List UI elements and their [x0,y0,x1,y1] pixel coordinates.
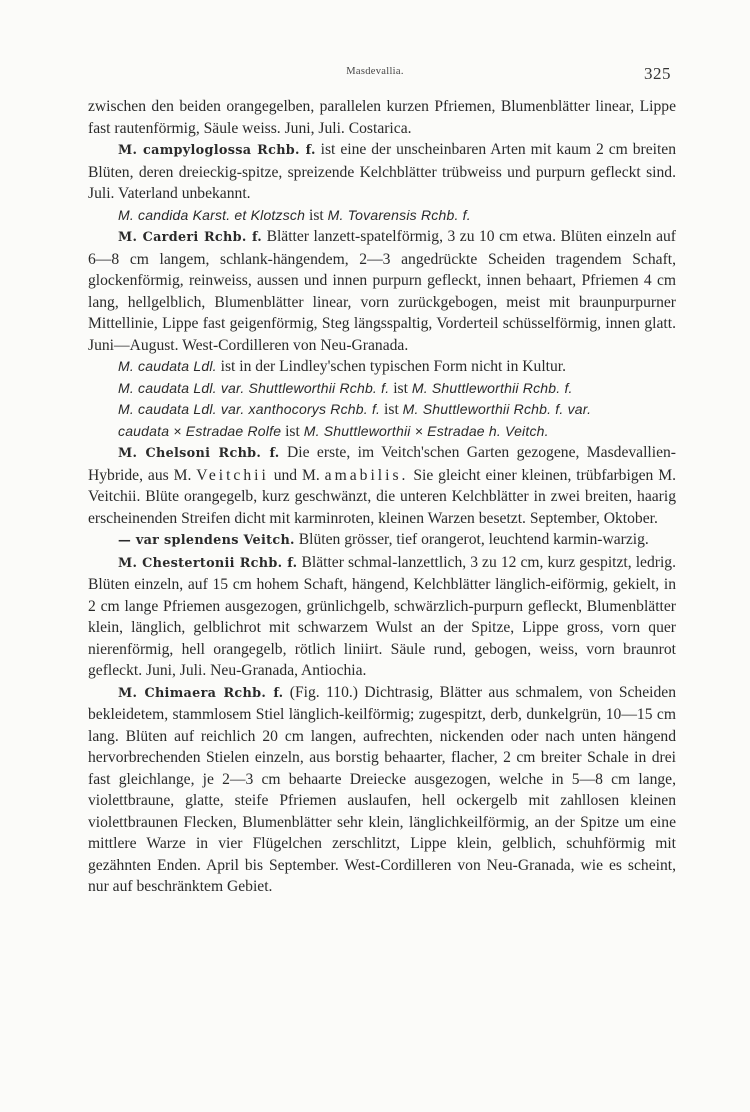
entry-text: Blüten grösser, tief orangerot, leuchtend karmin-warzig. [294,531,649,548]
parent-name: Veitchii [196,466,269,484]
entry-chelsoni-splendens [88,529,676,552]
variety-name: — var splendens Veitch. [118,533,295,548]
running-title: Masdevallia. [346,66,404,77]
synonym-candida [88,205,676,227]
synonym-caudata [88,356,676,378]
synonym-link: ist [389,379,412,397]
synonym-caudata-shuttleworthii [88,378,676,400]
accepted-name: M. Tovarensis Rchb. f. [327,206,471,223]
species-name: M. Chestertonii Rchb. f. [118,555,298,571]
synonym-name: M. caudata Ldl. [118,358,217,374]
entry-campyloglossa [88,139,676,205]
page-number: 325 [644,64,671,83]
entry-chelsoni [88,442,676,529]
entry-chimaera [88,682,676,898]
synonym-name: M. candida Karst. et Klotzsch [118,206,306,223]
species-name: M. campyloglossa Rchb. f. [118,143,316,158]
body-text [88,96,676,898]
species-name: M. Carderi Rchb. f. [118,230,263,245]
paragraph-text: zwischen den beiden orangegelben, parallelen kurzen Pfriemen, Blumenblätter linear, Lippe fast rautenförmig, Säule weiss. Juni, Juli. Costarica. [88,98,676,137]
entry-carderi [88,226,676,356]
entry-text: Die erste, im Veitch'schen Garten gezogene, Masdevallien-Hybride, aus M. [88,444,676,484]
entry-text: und M. [268,466,325,484]
synonym-link: ist [281,422,304,440]
entry-text: Sie gleicht einer kleinen, trübfarbigen M. Veitchii. Blüte orangegelb, kurz geschwänzt, die unteren Kelchblätter in zwei breiten, haarig erscheinenden Streifen dicht mit karminroten, kleinen Warzen besetzt. September, Oktober. [88,466,676,527]
synonym-name: caudata × Estradae Rolfe [118,422,282,439]
entry-text: (Fig. 110.) Dichtrasig, Blätter aus schmalem, von Scheiden bekleidetem, stammlosem Stiel länglich-keilförmig; zugespitzt, derb, dunkelgrün, 10—15 cm lang. Blüten auf reichlich 20 cm langen, aufrechten, nickenden oder nach unten hängend hervorbrechenden Stielen einzeln, aus borstig behaarter, flacher, 2 cm breiter Schale in drei fast gleichlange, je 2—3 cm behaarte Dreiecke ausgezogen, welche in 5—8 cm lange, violettbraune, glatte, steife Pfriemen auslaufen, hell ockergelb mit zahllosen kleinen violettbraunen Flecken, Blumenblätter sehr klein, länglichkeilförmig, an der Spitze um eine mittlere Warze in vier Flügelchen zerschlitzt, Lippe klein, gelblich, schuhförmig mit gezähnten Enden. April bis September. West-Cordilleren von Neu-Granada, wie es scheint, nur auf beschränktem Gebiet. [88,683,676,895]
accepted-name: M. Shuttleworthii × Estradae h. Veitch. [303,422,549,439]
synonym-link: ist [380,401,403,418]
synonym-link: ist [305,206,328,224]
synonym-name: M. caudata Ldl. var. Shuttleworthii Rchb. f. [118,379,390,396]
entry-chestertonii [88,552,676,682]
entry-text: Blätter schmal-lanzettlich, 3 zu 12 cm, kurz gespitzt, ledrig. Blüten einzeln, auf 15 cm hohem Schaft, hängend, Kelchblätter länglich-eiförmig, gekielt, in 2 cm lange Pfriemen ausgezogen, grünlichgelb, schwärzlich-purpurn gefleckt, Blumenblätter klein, länglich, gelblichrot mit schwarzem Wulst an der Spitze, Lippe gross, vorn quer nierenförmig, hell orangegelb, rötlich liniirt. Säule rund, gebogen, weiss, vorn braunrot gefleckt. Juni, Juli. Neu-Granada, Antiochia. [88,553,676,679]
synonym-name: M. caudata Ldl. var. xanthocorys Rchb. f. [118,401,381,417]
species-name: M. Chimaera Rchb. f. [118,685,284,701]
accepted-name: M. Shuttleworthii Rchb. f. var. [402,401,592,417]
species-name: M. Chelsoni Rchb. f. [118,446,280,461]
entry-text: ist eine der unscheinbaren Arten mit kaum 2 cm breiten Blüten, deren dreieckig-spitze, spreizende Kelchblätter trübweiss und purpurn gefleckt sind. Juli. Vaterland unbekannt. [88,141,676,202]
synonym-note: ist in der Lindley'schen typischen Form nicht in Kultur. [216,358,567,375]
entry-text: Blätter lanzett-spatelförmig, 3 zu 10 cm etwa. Blüten einzeln auf 6—8 cm langem, schlank-hängendem, 2—3 angedrückte Scheiden tragendem Schaft, glockenförmig, reinweiss, aussen und innen purpurn gefleckt, innen behaart, Pfriemen 4 cm lang, hellgelblich, Blumenblätter linear, vorn zurückgebogen, meist mit braunpurpurner Mittellinie, Lippe fast geigenförmig, Steg längsspaltig, Vorderteil schüsselförmig, innen glatt. Juni—August. West-Cordilleren von Neu-Granada. [88,228,676,354]
parent-name: amabilis. [324,466,409,484]
paragraph-continuation [88,96,676,139]
synonym-caudata-estradae [88,421,676,443]
synonym-caudata-xanthocorys [88,399,676,421]
accepted-name: M. Shuttleworthii Rchb. f. [411,379,573,396]
